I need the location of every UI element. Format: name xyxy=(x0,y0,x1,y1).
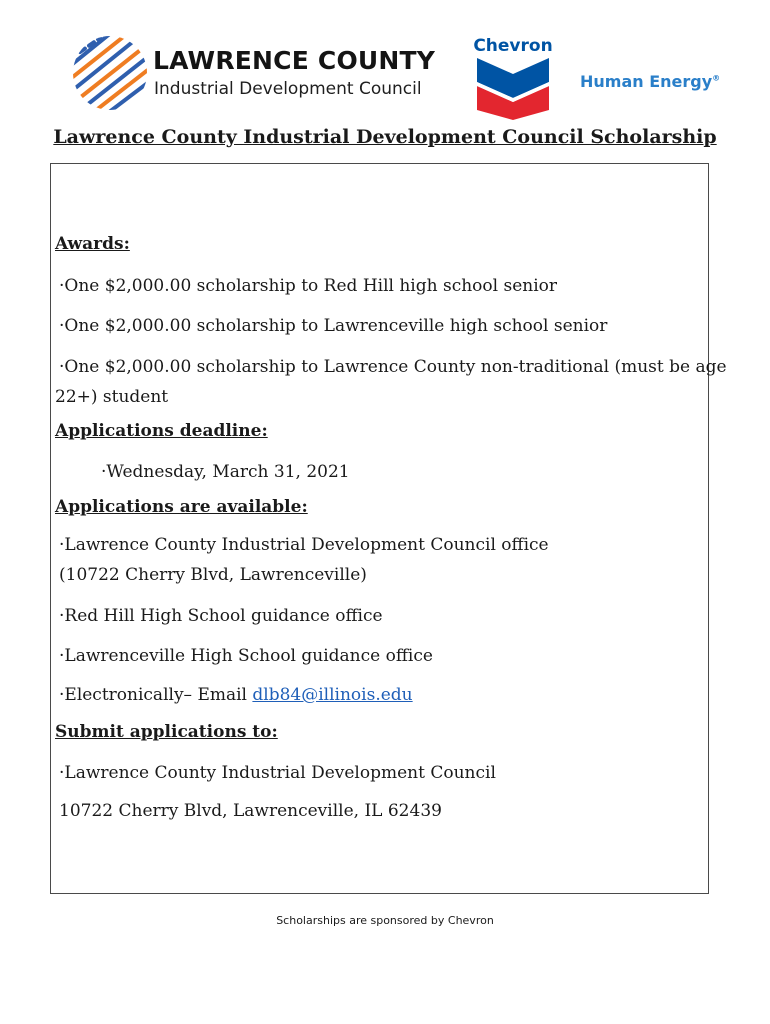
chevron-tagline xyxy=(580,72,720,91)
email-prefix: ·Electronically– Email xyxy=(59,685,253,705)
sponsor-footer: Scholarships are sponsored by Chevron xyxy=(276,914,494,927)
award-item-continuation: 22+) student xyxy=(55,387,169,407)
availability-item: ·Lawrenceville High School guidance office xyxy=(59,646,433,666)
awards-heading: Awards: xyxy=(55,234,130,254)
submit-heading: Submit applications to: xyxy=(55,722,278,742)
page-title: Lawrence County Industrial Development Council Scholarship xyxy=(53,126,717,148)
chevron-tagline-text: Human Energy xyxy=(580,72,713,91)
chevron-hallmark-icon xyxy=(475,58,551,120)
email-link[interactable]: dlb84@illinois.edu xyxy=(252,685,413,705)
availability-heading: Applications are available: xyxy=(55,497,308,517)
submit-line: ·Lawrence County Industrial Development Council xyxy=(59,763,496,783)
deadline-heading: Applications deadline: xyxy=(55,421,268,441)
availability-email-line xyxy=(59,685,413,705)
chevron-wordmark: Chevron xyxy=(473,36,553,56)
chevron-logo xyxy=(472,36,554,120)
availability-item-address: (10722 Cherry Blvd, Lawrenceville) xyxy=(59,565,367,585)
availability-item: ·Red Hill High School guidance office xyxy=(59,606,383,626)
availability-item: ·Lawrence County Industrial Development Council office xyxy=(59,535,549,555)
submit-line: 10722 Cherry Blvd, Lawrenceville, IL 62439 xyxy=(59,801,442,821)
content-box xyxy=(50,163,709,894)
lawrence-county-logo xyxy=(70,32,436,114)
award-item: ·One $2,000.00 scholarship to Red Hill high school senior xyxy=(59,276,558,296)
registered-mark: ® xyxy=(712,73,721,83)
lawrence-county-globe-icon xyxy=(70,32,152,114)
award-item: ·One $2,000.00 scholarship to Lawrence County non-traditional (must be age xyxy=(59,357,727,377)
lawrence-county-logo-name: LAWRENCE COUNTY xyxy=(153,46,436,75)
lawrence-county-logo-subtitle: Industrial Development Council xyxy=(154,79,422,99)
award-item: ·One $2,000.00 scholarship to Lawrenceville high school senior xyxy=(59,316,608,336)
deadline-date: ·Wednesday, March 31, 2021 xyxy=(101,462,350,482)
